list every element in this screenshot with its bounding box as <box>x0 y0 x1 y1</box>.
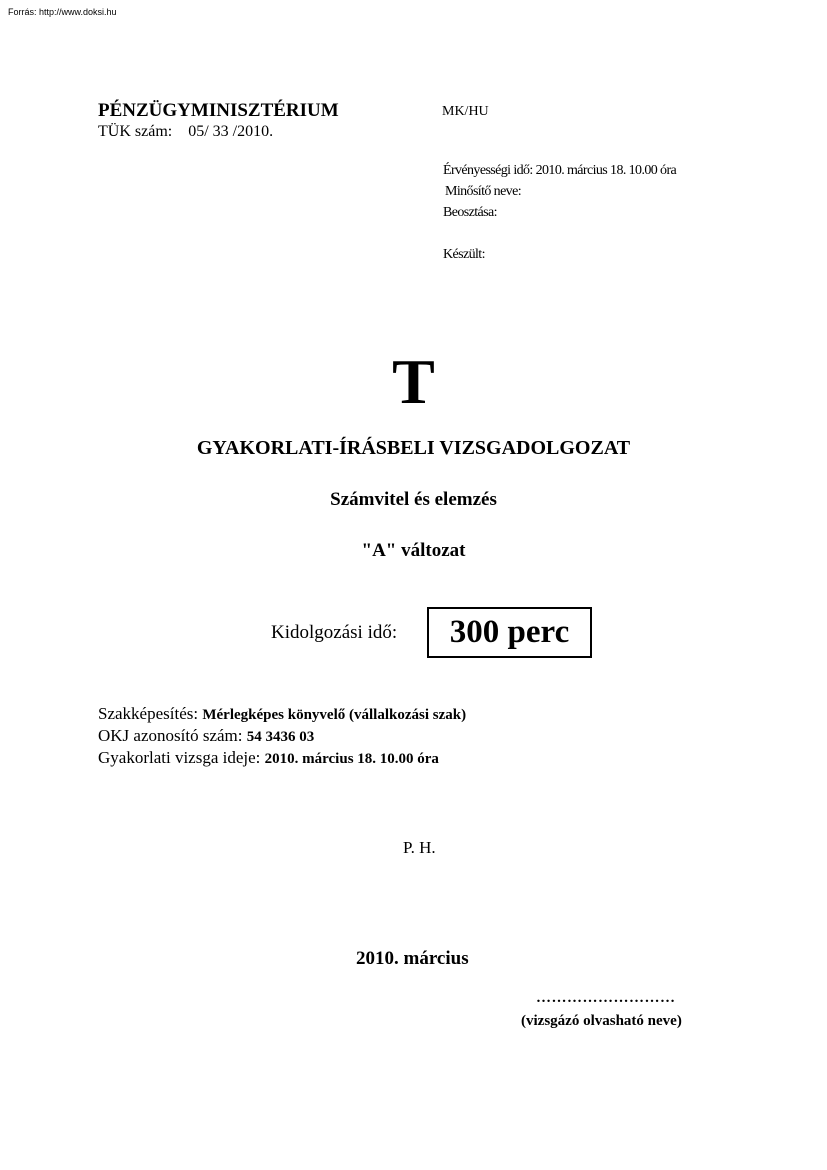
qualifier-name: Minősítő neve: <box>445 184 521 199</box>
okj-line <box>98 726 314 746</box>
document-date: 2010. március <box>356 948 469 969</box>
exam-subject: Számvitel és elemzés <box>330 489 497 510</box>
qualification-label: Szakképesítés: <box>98 704 203 723</box>
stamp-place: P. H. <box>403 838 436 857</box>
source-note: Forrás: http://www.doksi.hu <box>8 7 117 17</box>
country-code: MK/HU <box>442 104 489 119</box>
exam-date-line <box>98 748 439 768</box>
okj-value: 54 3436 03 <box>246 729 315 745</box>
validity-time: Érvényességi idő: 2010. március 18. 10.00 óra <box>443 163 677 178</box>
time-label: Kidolgozási idő: <box>271 622 398 643</box>
signature-label: (vizsgázó olvasható neve) <box>521 1013 682 1029</box>
time-value-box: 300 perc <box>427 607 592 658</box>
exam-date-value: 2010. március 18. 10.00 óra <box>264 751 439 767</box>
tuk-value: 05/ 33 /2010. <box>188 123 274 140</box>
exam-title: GYAKORLATI-ÍRÁSBELI VIZSGADOLGOZAT <box>196 437 631 459</box>
tuk-number <box>98 123 273 141</box>
ministry-name: PÉNZÜGYMINISZTÉRIUM <box>98 100 339 121</box>
okj-label: OKJ azonosító szám: <box>98 726 247 745</box>
tuk-label: TÜK szám: <box>98 123 173 140</box>
prepared: Készült: <box>443 247 485 262</box>
signature-line: ……………………… <box>536 990 676 1006</box>
exam-variant: "A" változat <box>361 540 466 561</box>
qualification-value: Mérlegképes könyvelő (vállalkozási szak) <box>202 707 467 723</box>
exam-letter: T <box>392 346 435 417</box>
exam-date-label: Gyakorlati vizsga ideje: <box>98 748 265 767</box>
qualification-line <box>98 704 466 724</box>
position: Beosztása: <box>443 205 497 220</box>
